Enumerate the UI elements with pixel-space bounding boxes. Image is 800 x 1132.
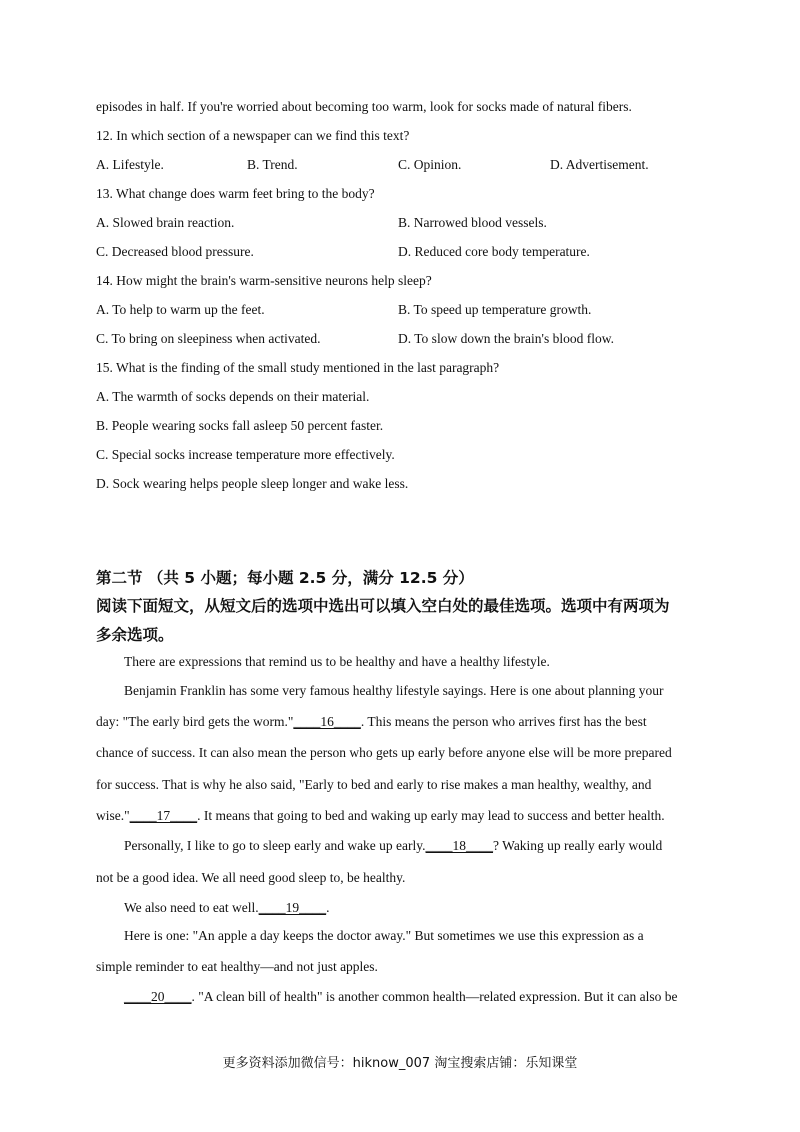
question-14-option-b: B. To speed up temperature growth. — [398, 302, 592, 317]
section-instruction-line-1: 阅读下面短文，从短文后的选项中选出可以填入空白处的最佳选项。选项中有两项为 — [96, 597, 670, 615]
passage-paragraph-6-line-1 — [124, 990, 678, 1004]
passage-text: . This means the person who arrives first has the best — [360, 714, 647, 729]
passage-text: day: "The early bird gets the worm." — [96, 714, 294, 729]
blank-18: ____18____ — [425, 838, 494, 853]
question-13-stem: 13. What change does warm feet bring to the body? — [96, 186, 375, 201]
passage-paragraph-3-line-1 — [124, 839, 662, 853]
passage-paragraph-3-line-2: not be a good idea. We all need good sleep to, be healthy. — [96, 870, 406, 885]
question-12-option-c: C. Opinion. — [398, 157, 462, 172]
question-14-option-c: C. To bring on sleepiness when activated. — [96, 331, 321, 346]
passage-paragraph-5-line-1: Here is one: "An apple a day keeps the doctor away." But sometimes we use this expression as a — [124, 928, 644, 943]
question-14-option-d: D. To slow down the brain's blood flow. — [398, 331, 614, 346]
passage-paragraph-2-line-2 — [96, 715, 647, 729]
passage-text: . It means that going to bed and waking up early may lead to success and better health. — [197, 808, 665, 823]
question-12-option-a: A. Lifestyle. — [96, 157, 164, 172]
passage-paragraph-2-line-4: for success. That is why he also said, "Early to bed and early to rise makes a man healthy, wealthy, and — [96, 777, 652, 792]
passage-text: Personally, I like to go to sleep early and wake up early. — [124, 838, 426, 853]
passage-text: ? Waking up really early would — [493, 838, 663, 853]
blank-20: ____20____ — [124, 989, 192, 1004]
page-footer: 更多资料添加微信号：hiknow_007 淘宝搜索店铺：乐知课堂 — [222, 1056, 578, 1071]
question-12-option-d: D. Advertisement. — [550, 157, 649, 172]
passage-paragraph-2-line-3: chance of success. It can also mean the person who gets up early before anyone else will be more prepared — [96, 745, 672, 760]
passage-paragraph-2-line-5 — [96, 809, 665, 823]
section-title: 第二节 （共 5 小题；每小题 2.5 分，满分 12.5 分） — [96, 569, 474, 587]
question-13-option-b: B. Narrowed blood vessels. — [398, 215, 547, 230]
blank-17: ____17____ — [129, 808, 198, 823]
blank-16: ____16____ — [293, 714, 361, 729]
question-13-option-a: A. Slowed brain reaction. — [96, 215, 235, 230]
passage-text: We also need to eat well. — [124, 900, 259, 915]
question-14-stem: 14. How might the brain's warm-sensitive neurons help sleep? — [96, 273, 432, 288]
blank-19: ____19____ — [258, 900, 327, 915]
intro-line: episodes in half. If you're worried about becoming too warm, look for socks made of natural fibers. — [96, 99, 632, 114]
question-15-option-c: C. Special socks increase temperature more effectively. — [96, 447, 395, 462]
question-15-option-a: A. The warmth of socks depends on their material. — [96, 389, 370, 404]
question-12-stem: 12. In which section of a newspaper can we find this text? — [96, 128, 410, 143]
passage-text: . — [326, 900, 330, 915]
passage-paragraph-2-line-1: Benjamin Franklin has some very famous healthy lifestyle sayings. Here is one about planning your — [124, 683, 664, 698]
question-13-option-c: C. Decreased blood pressure. — [96, 244, 254, 259]
question-15-option-d: D. Sock wearing helps people sleep longer and wake less. — [96, 476, 409, 491]
question-15-option-b: B. People wearing socks fall asleep 50 percent faster. — [96, 418, 384, 433]
question-14-option-a: A. To help to warm up the feet. — [96, 302, 265, 317]
question-15-stem: 15. What is the finding of the small study mentioned in the last paragraph? — [96, 360, 500, 375]
question-12-option-b: B. Trend. — [247, 157, 298, 172]
passage-paragraph-5-line-2: simple reminder to eat healthy—and not just apples. — [96, 959, 378, 974]
passage-text: wise." — [96, 808, 130, 823]
passage-paragraph-4 — [124, 901, 330, 915]
passage-text: . "A clean bill of health" is another common health—related expression. But it can also be — [191, 989, 678, 1004]
question-13-option-d: D. Reduced core body temperature. — [398, 244, 590, 259]
passage-paragraph-1: There are expressions that remind us to be healthy and have a healthy lifestyle. — [124, 654, 550, 669]
section-instruction-line-2: 多余选项。 — [96, 626, 174, 644]
